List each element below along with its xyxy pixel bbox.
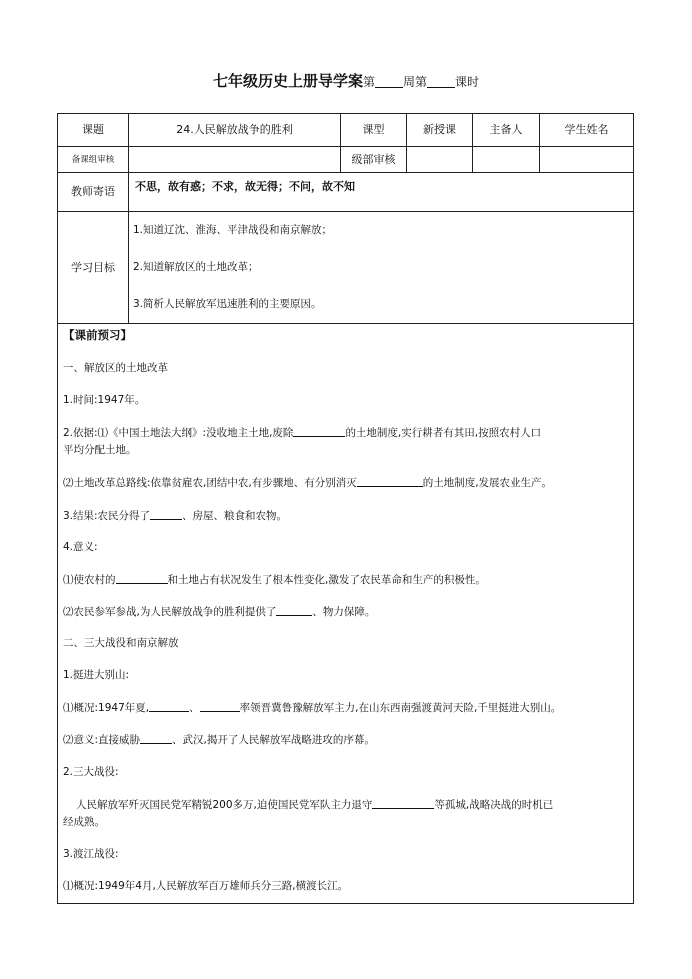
s1-route — [63, 475, 552, 490]
s1-basis-cont: 平均分配土地。 — [63, 444, 137, 456]
grade-review-label: 级部审核 — [351, 152, 396, 166]
s1-result-text-b: 、房屋、粮食和农物。 — [182, 510, 288, 522]
s1-m1-text-a: ⑴使农村的 — [63, 574, 116, 586]
s2-three-1 — [76, 797, 553, 812]
s2-river: 3.渡江战役: — [63, 848, 119, 860]
answer-blank — [293, 425, 345, 437]
lesson-blank — [427, 73, 455, 88]
answer-blank — [140, 732, 172, 744]
s1-meaning: 4.意义: — [63, 541, 98, 553]
learning-goals-label: 学习目标 — [71, 260, 115, 274]
preview-header: 【课前预习】 — [63, 328, 132, 342]
topic-value: 24.人民解放战争的胜利 — [176, 123, 293, 136]
s2-three-1-cont: 经成熟。 — [63, 816, 105, 828]
teacher-message-label: 教师寄语 — [71, 185, 115, 198]
lesson-type-value: 新授课 — [423, 123, 456, 136]
title-week-prefix: 第 — [362, 75, 375, 89]
learning-goal-1: 1.知道辽沈、淮海、平津战役和南京解放； — [133, 224, 333, 236]
s2-three: 2.三大战役: — [63, 766, 119, 778]
group-review-label: 备课组审核 — [71, 154, 115, 165]
s1-basis-text-b: 的土地制度,实行耕者有其田,按照农村人口 — [345, 427, 542, 439]
answer-blank — [149, 700, 189, 712]
s2-dabie: 1.挺进大别山: — [63, 669, 130, 681]
s1-time: 1.时间:1947年。 — [63, 394, 146, 406]
s2-d1-text-b: 、 — [189, 702, 200, 714]
s2-dabie-2 — [63, 732, 375, 747]
s1-route-text-b: 的土地制度,发展农业生产。 — [422, 477, 553, 489]
s1-basis-text-a: 2.依据:⑴《中国土地法大纲》:没收地主土地,废除 — [63, 427, 294, 439]
s2-d2-text-b: 、武汉,揭开了人民解放军战略进攻的序幕。 — [172, 734, 375, 746]
rule-row3 — [58, 211, 633, 212]
s1-basis — [63, 425, 541, 440]
s1-m1-text-b: 和土地占有状况发生了根本性变化,激发了农民革命和生产的积极性。 — [167, 574, 486, 586]
s1-result-text-a: 3.结果:农民分得了 — [63, 510, 151, 522]
answer-blank — [357, 475, 423, 487]
s2-d2-text-a: ⑵意义:直接威胁 — [63, 734, 141, 746]
week-blank — [375, 73, 403, 88]
lesson-type-label: 课型 — [362, 123, 385, 136]
rule-row4 — [58, 323, 633, 324]
section1-title: 一、解放区的土地改革 — [63, 362, 168, 374]
answer-blank — [150, 508, 182, 520]
s1-m2-text-a: ⑵农民参军参战,为人民解放战争的胜利提供了 — [63, 606, 277, 618]
s2-d1-text-a: ⑴概况:1947年夏, — [63, 702, 150, 714]
answer-blank — [372, 797, 434, 809]
s1-meaning-1 — [63, 572, 486, 587]
lead-preparer-label: 主备人 — [489, 123, 523, 136]
section2-title: 二、三大战役和南京解放 — [63, 637, 179, 649]
answer-blank — [276, 604, 312, 616]
worksheet-table — [57, 113, 634, 904]
topic-label: 课题 — [82, 123, 104, 136]
answer-blank — [200, 700, 240, 712]
learning-goal-3: 3.简析人民解放军迅速胜利的主要原因。 — [133, 298, 322, 310]
title-lesson-label: 课时 — [455, 75, 480, 89]
page-title — [0, 71, 692, 92]
title-week-label: 周第 — [403, 75, 428, 89]
student-name-label: 学生姓名 — [564, 123, 609, 136]
s2-river-1: ⑴概况:1949年4月,人民解放军百万雄师兵分三路,横渡长江。 — [63, 880, 349, 892]
s1-result — [63, 508, 287, 523]
answer-blank — [116, 572, 168, 584]
s2-d1-text-c: 率领晋冀鲁豫解放军主力,在山东西南强渡黄河天险,千里挺进大别山。 — [239, 702, 562, 714]
teacher-message-value: 不思，故有惑；不求，故无得；不问，故不知 — [135, 180, 355, 193]
s1-meaning-2 — [63, 604, 375, 619]
s2-t1-text-b: 等孤城,战略决战的时机已 — [434, 799, 554, 811]
learning-goal-2: 2.知道解放区的土地改革； — [133, 261, 259, 273]
s1-m2-text-b: 、物力保障。 — [312, 606, 376, 618]
s1-route-text-a: ⑵土地改革总路线:依靠贫雇农,团结中农,有步骤地、有分别消灭 — [63, 477, 357, 489]
title-main: 七年级历史上册导学案 — [212, 72, 363, 90]
s2-dabie-1 — [63, 700, 561, 715]
s2-t1-text-a: 人民解放军歼灭国民党军精锐200多万,迫使国民党军队主力退守 — [76, 799, 373, 811]
